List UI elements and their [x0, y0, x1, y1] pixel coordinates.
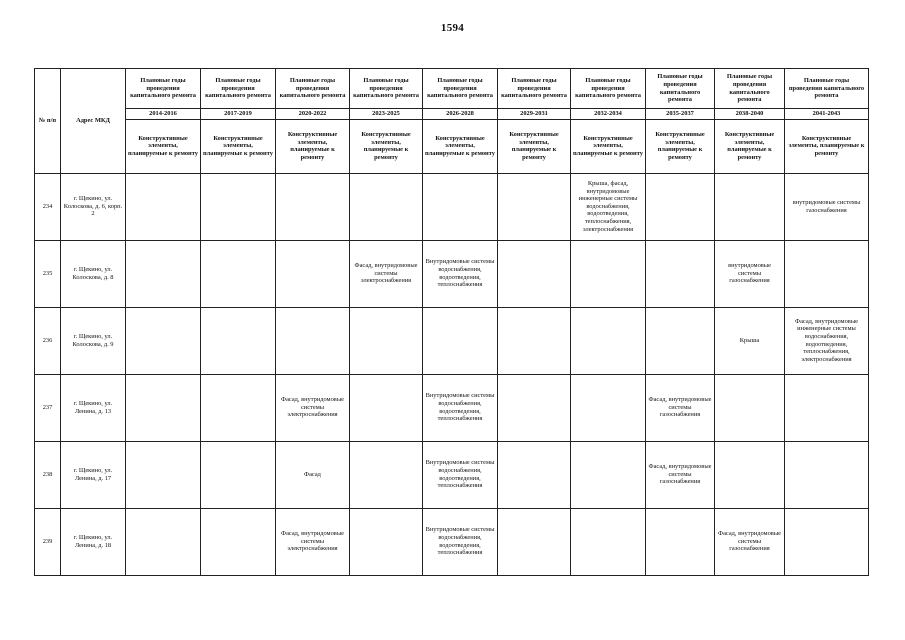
repair-cell	[126, 441, 201, 508]
table-row	[35, 441, 869, 508]
repair-cell: Внутридомовые системы водоснабжения, водоотведения, теплоснабжения	[423, 508, 498, 575]
header-period: 2029-2031	[498, 109, 571, 120]
repair-cell	[201, 508, 276, 575]
header-num: № п/п	[35, 69, 61, 174]
repair-cell	[350, 441, 423, 508]
header-row-labels	[35, 69, 869, 109]
repair-cell: Фасад, внутридомовые системы газоснабжения	[646, 374, 715, 441]
header-elements: Конструктивные элементы, планируемые к ремонту	[126, 119, 201, 173]
repair-cell	[201, 173, 276, 240]
repair-cell	[350, 508, 423, 575]
repair-cell	[201, 441, 276, 508]
row-number: 237	[35, 374, 61, 441]
header-elements: Конструктивные элементы, планируемые к ремонту	[571, 119, 646, 173]
repair-cell: Фасад, внутридомовые системы электроснабжения	[350, 240, 423, 307]
repair-cell	[571, 441, 646, 508]
header-period: 2026-2028	[423, 109, 498, 120]
repair-cell	[785, 441, 869, 508]
repair-cell	[785, 508, 869, 575]
header-elements: Конструктивные элементы, планируемые к ремонту	[350, 119, 423, 173]
repair-cell: Внутридомовые системы водоснабжения, водоотведения, теплоснабжения	[423, 441, 498, 508]
table-row	[35, 508, 869, 575]
header-planned-years: Плановые годы проведения капитального ремонта	[423, 69, 498, 109]
header-planned-years: Плановые годы проведения капитального ремонта	[646, 69, 715, 109]
header-period: 2014-2016	[126, 109, 201, 120]
repair-cell	[126, 307, 201, 374]
row-number: 236	[35, 307, 61, 374]
repair-cell	[571, 508, 646, 575]
header-elements: Конструктивные элементы, планируемые к ремонту	[423, 119, 498, 173]
repair-cell	[498, 508, 571, 575]
row-address: г. Щекино, ул. Колоскова, д. 8	[61, 240, 126, 307]
repair-cell	[715, 374, 785, 441]
repair-cell: Фасад, внутридомовые инженерные системы водоснабжения, водоотведения, теплоснабжения, электроснабжения	[785, 307, 869, 374]
repair-cell	[571, 240, 646, 307]
repair-cell: Внутридомовые системы водоснабжения, водоотведения, теплоснабжения	[423, 374, 498, 441]
row-number: 239	[35, 508, 61, 575]
repair-cell: Крыша	[715, 307, 785, 374]
header-elements: Конструктивные элементы, планируемые к ремонту	[498, 119, 571, 173]
repair-cell	[646, 240, 715, 307]
repair-cell	[498, 441, 571, 508]
table-row	[35, 240, 869, 307]
header-period: 2038-2040	[715, 109, 785, 120]
row-number: 235	[35, 240, 61, 307]
repair-cell	[350, 307, 423, 374]
repair-cell	[571, 307, 646, 374]
repair-cell	[126, 240, 201, 307]
repair-cell	[126, 173, 201, 240]
repair-cell	[498, 173, 571, 240]
repair-cell	[715, 441, 785, 508]
repair-cell	[498, 374, 571, 441]
header-period: 2035-2037	[646, 109, 715, 120]
repair-cell	[423, 307, 498, 374]
table-row	[35, 307, 869, 374]
header-elements: Конструктивные элементы, планируемые к ремонту	[785, 119, 869, 173]
header-period: 2041-2043	[785, 109, 869, 120]
header-planned-years: Плановые годы проведения капитального ремонта	[126, 69, 201, 109]
row-number: 234	[35, 173, 61, 240]
header-planned-years: Плановые годы проведения капитального ремонта	[201, 69, 276, 109]
row-address: г. Щекино, ул. Ленина, д. 17	[61, 441, 126, 508]
repair-cell: внутридомовые системы газоснабжения	[715, 240, 785, 307]
repair-cell	[201, 307, 276, 374]
repair-cell	[201, 240, 276, 307]
table-header	[35, 69, 869, 174]
header-address: Адрес МКД	[61, 69, 126, 174]
repair-cell	[276, 307, 350, 374]
repair-cell: Фасад	[276, 441, 350, 508]
row-address: г. Щекино, ул. Ленина, д. 13	[61, 374, 126, 441]
page-number: 1594	[440, 22, 465, 34]
header-elements: Конструктивные элементы, планируемые к ремонту	[276, 119, 350, 173]
repair-cell	[646, 508, 715, 575]
repair-cell: Крыша, фасад, внутридомовые инженерные системы водоснабжения, водоотведения, теплоснабжения, электроснабжения	[571, 173, 646, 240]
header-planned-years: Плановые годы проведения капитального ремонта	[498, 69, 571, 109]
repair-cell	[276, 240, 350, 307]
repair-cell	[498, 307, 571, 374]
header-elements: Конструктивные элементы, планируемые к ремонту	[201, 119, 276, 173]
capital-repair-table	[34, 68, 869, 576]
repair-cell: внутридомовые системы газоснабжения	[785, 173, 869, 240]
repair-cell	[785, 374, 869, 441]
repair-cell: Фасад, внутридомовые системы электроснабжения	[276, 508, 350, 575]
repair-cell	[423, 173, 498, 240]
header-elements: Конструктивные элементы, планируемые к ремонту	[646, 119, 715, 173]
header-planned-years: Плановые годы проведения капитального ремонта	[350, 69, 423, 109]
repair-cell	[350, 173, 423, 240]
row-address: г. Щекино, ул. Колоскова, д. 9	[61, 307, 126, 374]
repair-cell	[646, 173, 715, 240]
repair-cell	[201, 374, 276, 441]
header-elements: Конструктивные элементы, планируемые к ремонту	[715, 119, 785, 173]
table-row	[35, 173, 869, 240]
repair-cell: Фасад, внутридомовые системы электроснабжения	[276, 374, 350, 441]
repair-cell	[126, 374, 201, 441]
header-planned-years: Плановые годы проведения капитального ремонта	[276, 69, 350, 109]
header-row-elements	[35, 119, 869, 173]
header-planned-years: Плановые годы проведения капитального ремонта	[571, 69, 646, 109]
repair-cell	[646, 307, 715, 374]
header-planned-years: Плановые годы проведения капитального ремонта	[715, 69, 785, 109]
table-body	[35, 173, 869, 575]
repair-cell	[715, 173, 785, 240]
header-planned-years: Плановые годы проведения капитального ремонта	[785, 69, 869, 109]
row-number: 238	[35, 441, 61, 508]
repair-cell	[571, 374, 646, 441]
repair-cell: Фасад, внутридомовые системы газоснабжения	[646, 441, 715, 508]
repair-cell	[126, 508, 201, 575]
header-period: 2020-2022	[276, 109, 350, 120]
repair-cell	[276, 173, 350, 240]
repair-cell	[498, 240, 571, 307]
repair-cell: Внутридомовые системы водоснабжения, водоотведения, теплоснабжения	[423, 240, 498, 307]
row-address: г. Щекино, ул. Ленина, д. 18	[61, 508, 126, 575]
row-address: г. Щекино, ул. Колоскова, д. 6, корп. 2	[61, 173, 126, 240]
repair-cell	[785, 240, 869, 307]
header-row-periods	[35, 109, 869, 120]
header-period: 2017-2019	[201, 109, 276, 120]
header-period: 2023-2025	[350, 109, 423, 120]
header-period: 2032-2034	[571, 109, 646, 120]
repair-cell	[350, 374, 423, 441]
repair-cell: Фасад, внутридомовые системы газоснабжения	[715, 508, 785, 575]
table-row	[35, 374, 869, 441]
